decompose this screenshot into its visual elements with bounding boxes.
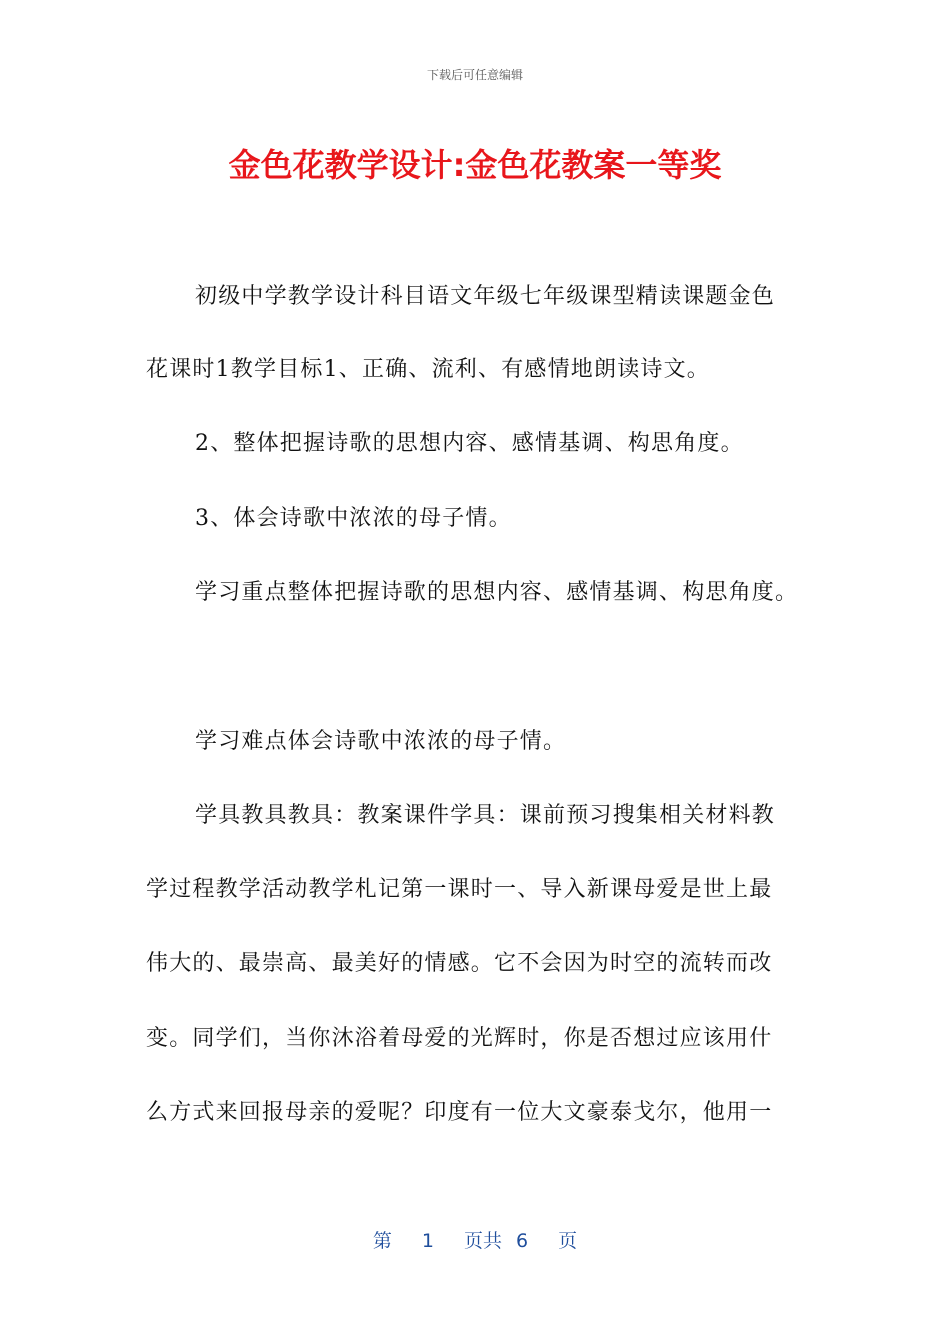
header-note: 下载后可任意编辑 [426,68,523,82]
paragraph-line: 2、整体把握诗歌的思想内容、感情基调、构思角度。 [195,431,744,456]
paragraph-line: 学具教具教具：教案课件学具：课前预习搜集相关材料教 [195,803,776,828]
footer-label-pre: 第 [372,1230,392,1252]
paragraph-line: 么方式来回报母亲的爱呢？印度有一位大文豪泰戈尔，他用一 [146,1100,773,1125]
paragraph-line: 伟大的、最崇高、最美好的情感。它不会因为时空的流转而改 [146,951,773,976]
page-footer [0,1226,950,1253]
paragraph-line: 学过程教学活动教学札记第一课时一、导入新课母爱是世上最 [146,877,773,902]
footer-label-mid: 页共 [463,1230,502,1252]
paragraph-line: 变。同学们，当你沐浴着母爱的光辉时，你是否想过应该用什 [146,1026,773,1051]
paragraph-line: 3、体会诗歌中浓浓的母子情。 [195,506,512,531]
paragraph-line: 学习难点体会诗歌中浓浓的母子情。 [195,729,567,754]
document-title: 金色花教学设计:金色花教案一等奖 [228,146,722,184]
footer-total-pages: 6 [516,1230,529,1252]
footer-label-post: 页 [558,1230,578,1252]
paragraph-line: 学习重点整体把握诗歌的思想内容、感情基调、构思角度。 [195,580,799,605]
footer-page-number: 1 [421,1230,434,1252]
paragraph-line: 初级中学教学设计科目语文年级七年级课型精读课题金色 [195,284,776,309]
paragraph-line: 花课时1教学目标1、正确、流利、有感情地朗读诗文。 [146,357,710,382]
